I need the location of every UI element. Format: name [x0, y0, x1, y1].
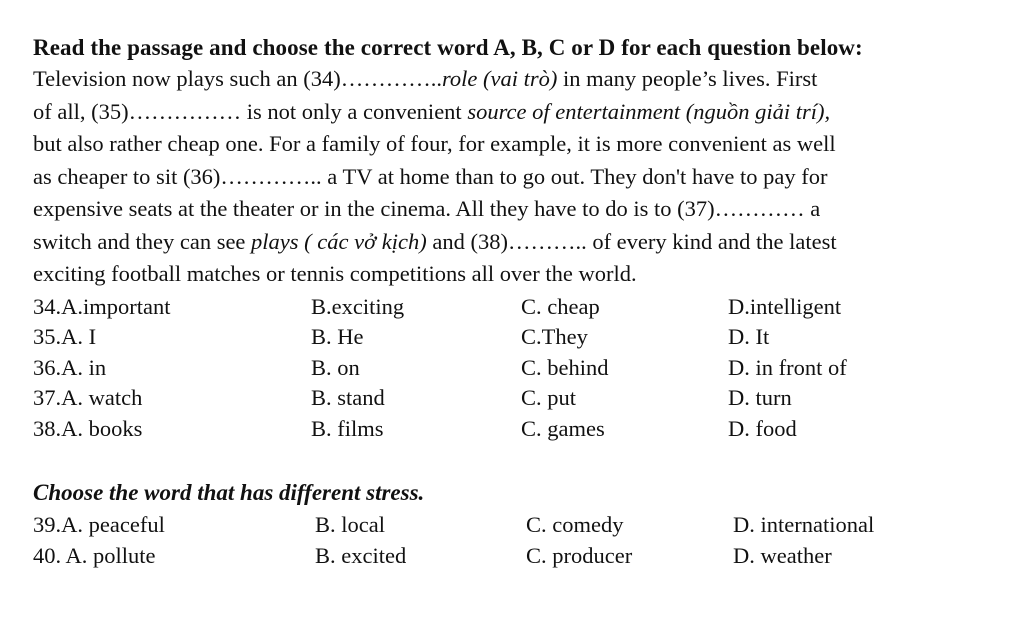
option-a: 35.A. I [33, 324, 97, 349]
option-b: B. excited [315, 542, 407, 568]
passage-text: Television now plays such an (34)………….. [33, 66, 442, 91]
option-c: C. games [521, 415, 605, 441]
option-d: D.intelligent [728, 293, 842, 319]
option-d: D. It [728, 324, 770, 349]
option-a: 39.A. peaceful [33, 512, 165, 537]
passage-text: in many people’s lives. First [557, 66, 818, 91]
option-b: B. local [315, 512, 385, 537]
passage-gloss: plays ( các vở kịch) [251, 228, 427, 254]
option-a: 40. A. pollute [33, 542, 156, 568]
question-row [33, 541, 1008, 572]
option-d: D. turn [728, 385, 792, 410]
question-row [33, 510, 1008, 541]
worksheet [33, 32, 1008, 571]
option-d: D. weather [733, 542, 832, 568]
option-b: B. stand [311, 385, 385, 410]
option-b: B. films [311, 415, 384, 441]
option-b: B. He [311, 324, 364, 349]
passage-text: of all, (35)…………… is not only a convenient [33, 98, 468, 124]
option-c: C. producer [526, 542, 633, 568]
option-d: D. in front of [728, 354, 847, 380]
passage-gloss: role (vai trò) [442, 66, 558, 91]
section-heading: Read the passage and choose the correct word A, B, C or D for each question below: [33, 35, 863, 60]
passage-line-6 [33, 226, 1008, 259]
question-list [33, 292, 1008, 445]
option-a: 34.A.important [33, 293, 171, 319]
option-c: C. put [521, 385, 577, 410]
question-row [33, 414, 1008, 445]
passage-line-5: expensive seats at the theater or in the cinema. All they have to do is to (37)………… a [33, 196, 821, 221]
option-c: C. cheap [521, 293, 600, 319]
question-row [33, 322, 1008, 353]
option-d: D. international [733, 512, 875, 537]
option-a: 36.A. in [33, 354, 107, 380]
passage-text: and (38)……….. of every kind and the latest [426, 228, 837, 254]
passage-line-2 [33, 96, 1008, 129]
option-c: C.They [521, 324, 588, 349]
passage-line-7: exciting football matches or tennis competitions all over the world. [33, 261, 637, 286]
option-c: C. behind [521, 354, 609, 380]
passage-line-4: as cheaper to sit (36)………….. a TV at home than to go out. They don't have to pay for [33, 163, 828, 189]
option-b: B. on [311, 354, 360, 380]
stress-question-list [33, 510, 1008, 571]
option-d: D. food [728, 415, 797, 441]
passage-line-3: but also rather cheap one. For a family of four, for example, it is more convenient as well [33, 131, 836, 156]
question-row [33, 292, 1008, 323]
stress-section-heading: Choose the word that has different stress. [33, 480, 425, 505]
option-a: 37.A. watch [33, 385, 143, 410]
question-row [33, 353, 1008, 384]
passage-text: switch and they can see [33, 228, 252, 254]
option-b: B.exciting [311, 293, 405, 319]
passage-line-1 [33, 63, 1008, 96]
option-a: 38.A. books [33, 415, 143, 441]
question-row [33, 383, 1008, 414]
reading-passage [33, 63, 1008, 291]
passage-gloss: source of entertainment (nguồn giải trí), [467, 98, 831, 124]
option-c: C. comedy [526, 512, 624, 537]
